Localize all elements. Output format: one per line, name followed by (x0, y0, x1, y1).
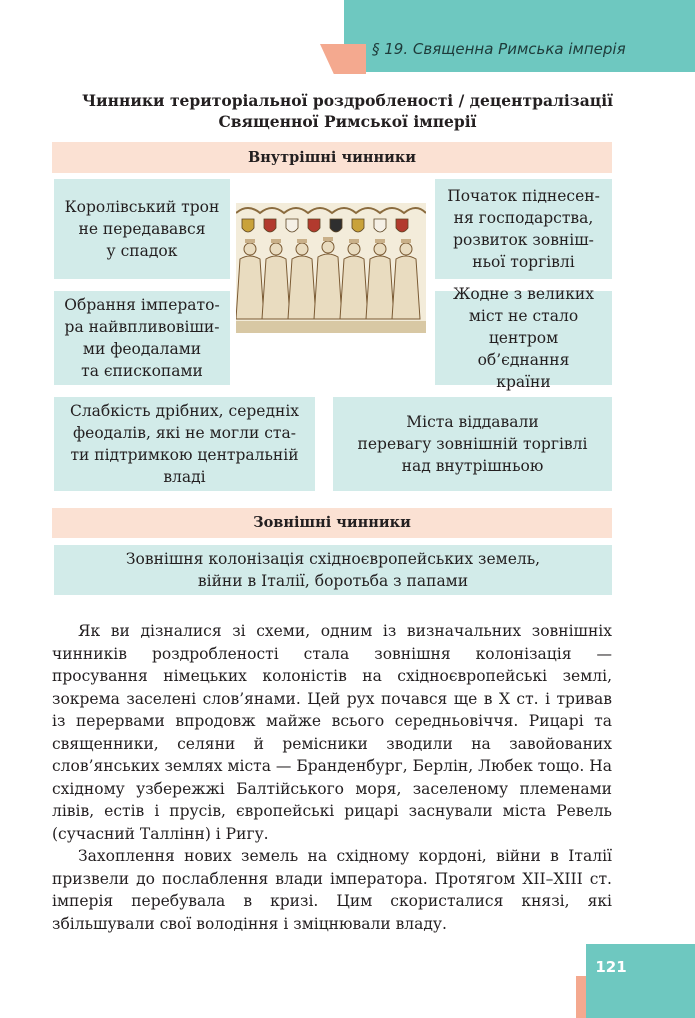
body-text (52, 620, 612, 935)
factor-line: Зовнішня колонізація східноєвропейських земель, (125, 550, 541, 568)
paragraph: Як ви дізналися зі схеми, одним із визначальних зовнішніх чинників роздробленості стала зовнішня колонізація — просування німецьких колоністів на східноєвропейські землі, зокрема заселені слов’янами. Цей рух почався ще в X ст. і тривав із перервами впродовж майже всього середньовіччя. Рицарі та священники, селяни й ремісники зводили на завойованих слов’янських землях міста — Бранденбург, Берлін, Любек тощо. На східному узбережжі Балтійського моря, заселеному племенами лівів, естів і прусів, європейські рицарі заснували міста Ревель (сучасний Таллінн) і Ригу. (52, 622, 612, 843)
factor-line: владі (163, 468, 206, 486)
factor-line: ми феодалами (82, 340, 202, 358)
factor-line: ти підтримкою центральній (70, 446, 299, 464)
page-number-band (586, 944, 695, 1018)
factor-line: Слабкість дрібних, середніх (69, 402, 300, 420)
internal-factors-heading: Внутрішні чинники (52, 142, 612, 173)
factor-line: феодалів, які не могли ста- (73, 424, 296, 442)
running-header: § 19. Священна Римська імперія (372, 40, 626, 58)
factor-box (54, 179, 230, 279)
factor-line: розвиток зовніш- (453, 231, 594, 249)
external-factors-heading: Зовнішні чинники (52, 508, 612, 538)
diagram-title-line: Священної Римської імперії (218, 112, 477, 131)
factor-line: війни в Італії, боротьба з папами (197, 572, 469, 590)
factor-line: не передавався (78, 220, 206, 238)
factor-line: Обрання імперато- (64, 296, 220, 314)
factor-line: Міста віддавали (406, 413, 539, 431)
factor-box (435, 179, 612, 279)
external-factor-box (54, 545, 612, 595)
header-accent (320, 44, 366, 74)
factor-line: ня господарства, (453, 209, 594, 227)
factor-line: над внутрішньою (401, 457, 544, 475)
factor-line: та єпископами (81, 362, 203, 380)
electors-miniature (236, 203, 426, 333)
factor-line: Королівський трон (64, 198, 220, 216)
page-number-accent (576, 976, 586, 1018)
factor-box (333, 397, 612, 491)
factor-line: у спадок (106, 242, 178, 260)
factor-box (435, 285, 612, 391)
factor-line: перевагу зовнішній торгівлі (357, 435, 588, 453)
diagram-title-line: Чинники територіальної роздробленості / децентралізації (82, 91, 613, 110)
factor-line: країни (496, 373, 551, 391)
factor-line: ра найвпливовіши- (64, 318, 220, 336)
diagram-title (40, 90, 655, 132)
factor-line: центром об’єднання (477, 329, 570, 369)
paragraph: Захоплення нових земель на східному кордоні, війни в Італії призвели до послаблення влади імператора. Протягом XII–XIII ст. імперія перебувала в кризі. Цим скористалися князі, які збільшували свої володіння і зміцнювали владу. (52, 847, 612, 933)
factor-line: Жодне з великих (453, 285, 594, 303)
factor-box (54, 291, 230, 385)
factor-line: Початок піднесен- (447, 187, 600, 205)
header-band (344, 0, 695, 72)
factor-line: ньої торгівлі (472, 253, 575, 271)
page-number: 121 (595, 958, 627, 976)
factor-line: міст не стало (468, 307, 579, 325)
factor-box (54, 397, 315, 491)
